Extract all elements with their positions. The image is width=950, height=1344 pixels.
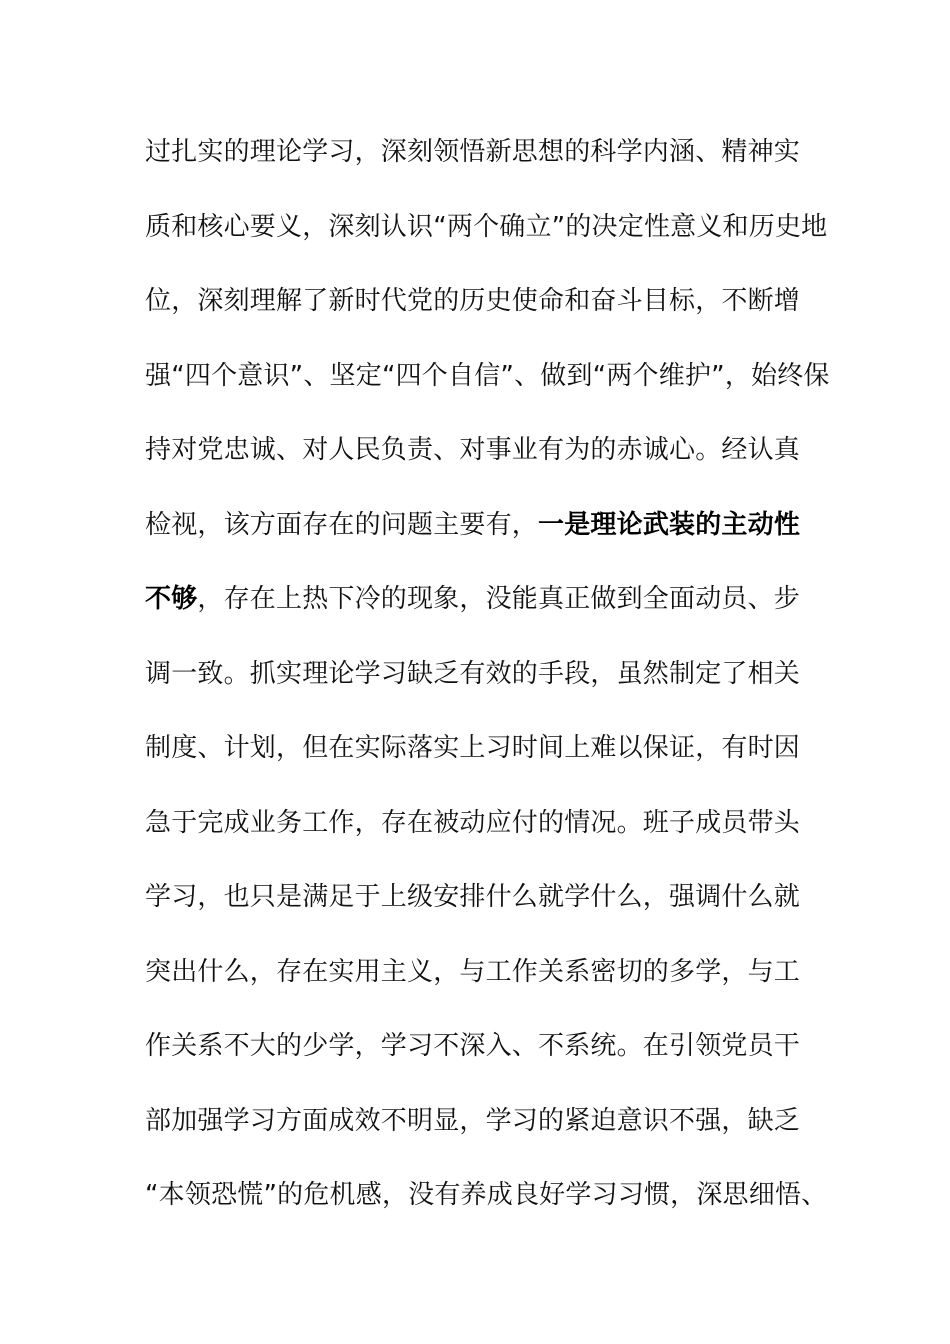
text-line: 位，深刻理解了新时代党的历史使命和奋斗目标，不断增 <box>145 286 801 316</box>
body-paragraph <box>145 127 830 1245</box>
text-line: 作关系不大的少学，学习不深入、不系统。在引领党员干 <box>145 1031 801 1061</box>
text-line <box>145 574 825 649</box>
text-line: 突出什么，存在实用主义，与工作关系密切的多学，与工 <box>145 956 801 987</box>
text-line: 制度、计划，但在实际落实上习时间上难以保证，有时因 <box>145 733 801 763</box>
text-line: 强“四个意识”、坚定“四个自信”、做到“两个维护”，始终保 <box>145 360 830 391</box>
text-line: 持对党忠诚、对人民负责、对事业有为的赤诚心。经认真 <box>145 435 801 465</box>
text-line: 学习，也只是满足于上级安排什么就学什么，强调什么就 <box>145 882 801 912</box>
bold-emphasis: 一是理论武装的主动性 <box>538 509 801 540</box>
text-line <box>145 500 825 575</box>
text-line: 调一致。抓实理论学习缺乏有效的手段，虽然制定了相关 <box>145 658 801 689</box>
text-line: 部加强学习方面成效不明显，学习的紧迫意识不强，缺乏 <box>145 1105 801 1136</box>
text-line: “本领恐慌”的危机感，没有养成良好学习习惯，深思细悟、 <box>145 1180 828 1210</box>
bold-emphasis: 不够 <box>145 584 198 614</box>
text-line: 质和核心要义，深刻认识“两个确立”的决定性意义和历史地 <box>145 211 828 242</box>
plain-text: 检视，该方面存在的问题主要有， <box>145 509 539 540</box>
plain-text: ，存在上热下冷的现象，没能真正做到全面动员、步 <box>197 584 801 614</box>
text-line: 过扎实的理论学习，深刻领悟新思想的科学内涵、精神实 <box>145 137 801 167</box>
text-line: 急于完成业务工作，存在被动应付的情况。班子成员带头 <box>145 807 801 838</box>
